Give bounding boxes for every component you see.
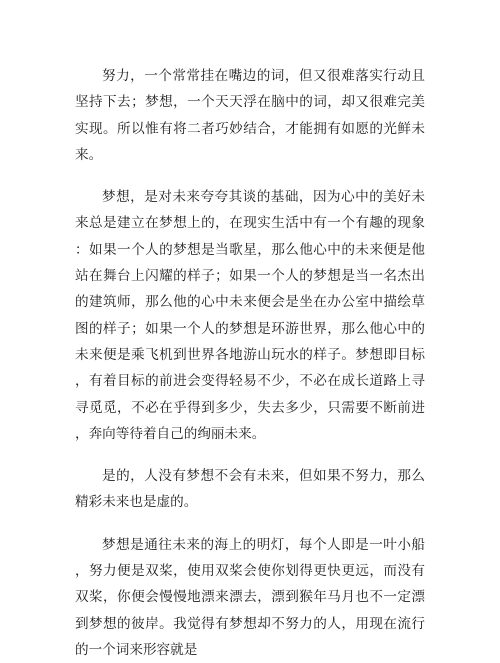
paragraph-2: 梦想，是对未来夸夸其谈的基础，因为心中的美好未来总是建立在梦想上的，在现实生活中有一个有趣的现象：如果一个人的梦想是当歌星，那么他心中的未来便是他站在舞台上闪耀的样子；如果一个人的梦想是当一名杰出的建筑师，那么他的心中未来便会是坐在办公室中描绘草图的样子；如果一个人的梦想是环游世界，那么他心中的未来便是乘飞机到世界各地游山玩水的样子。梦想即目标，有着目标的前进会变得轻易不少，不必在成长道路上寻寻觅觅，不必在乎得到多少，失去多少，只需要不断前进，奔向等待着自己的绚丽未来。	[75, 189, 425, 442]
paragraph-1: 努力，一个常常挂在嘴边的词，但又很难落实行动且坚持下去；梦想，一个天天浮在脑中的词，却又很难完美实现。所以惟有将二者巧妙结合，才能拥有如愿的光鲜未来。	[75, 68, 425, 163]
article-body	[75, 63, 425, 663]
paragraph-3: 是的，人没有梦想不会有未来，但如果不努力，那么精彩未来也是虚的。	[75, 468, 425, 511]
paragraph-4: 梦想是通往未来的海上的明灯，每个人即是一叶小船，努力便是双桨，使用双桨会使你划得更快更远，而没有双桨，你便会慢慢地漂来漂去，漂到猴年马月也不一定漂到梦想的彼岸。我觉得有梦想却不努力的人，用现在流行的一个词来形容就是	[75, 536, 425, 658]
